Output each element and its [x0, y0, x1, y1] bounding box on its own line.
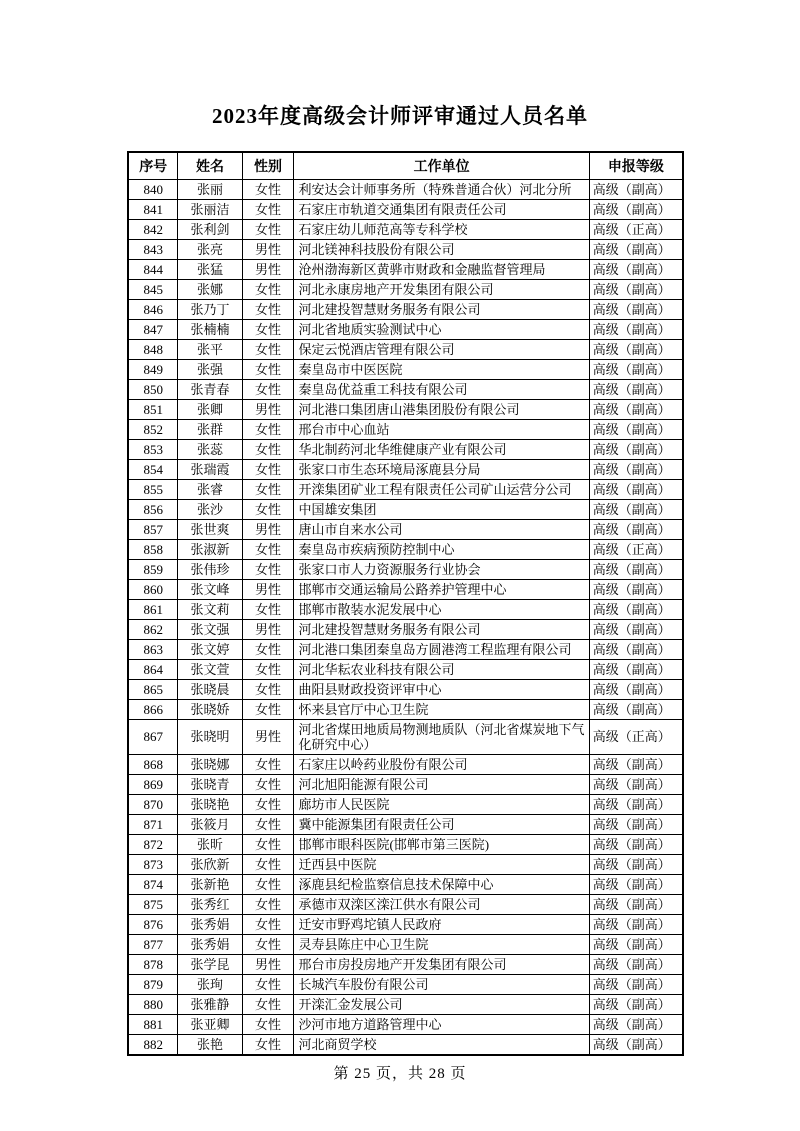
cell-unit: 唐山市自来水公司 [294, 520, 589, 540]
cell-unit: 怀来县官厅中心卫生院 [294, 700, 589, 720]
table-row [128, 440, 683, 460]
cell-name: 张晓明 [178, 720, 242, 755]
cell-name: 张昕 [178, 835, 242, 855]
cell-unit: 承德市双滦区滦江供水有限公司 [294, 895, 589, 915]
cell-serial: 870 [128, 795, 178, 815]
table-row [128, 620, 683, 640]
table-row [128, 220, 683, 240]
cell-unit: 河北建投智慧财务服务有限公司 [294, 300, 589, 320]
cell-gender: 男性 [242, 620, 294, 640]
cell-grade: 高级（副高） [589, 380, 683, 400]
cell-serial: 881 [128, 1015, 178, 1035]
cell-serial: 860 [128, 580, 178, 600]
cell-serial: 869 [128, 775, 178, 795]
cell-gender: 女性 [242, 895, 294, 915]
cell-gender: 女性 [242, 600, 294, 620]
cell-grade: 高级（副高） [589, 835, 683, 855]
cell-gender: 女性 [242, 640, 294, 660]
table-row [128, 915, 683, 935]
cell-grade: 高级（副高） [589, 460, 683, 480]
table-row [128, 795, 683, 815]
cell-gender: 男性 [242, 240, 294, 260]
cell-serial: 882 [128, 1035, 178, 1056]
cell-name: 张文强 [178, 620, 242, 640]
cell-unit: 河北省煤田地质局物测地质队（河北省煤炭地下气化研究中心） [294, 720, 589, 755]
cell-gender: 女性 [242, 320, 294, 340]
cell-name: 张丽洁 [178, 200, 242, 220]
cell-unit: 河北华耘农业科技有限公司 [294, 660, 589, 680]
cell-gender: 女性 [242, 815, 294, 835]
table-row [128, 520, 683, 540]
table-row [128, 280, 683, 300]
table-row [128, 500, 683, 520]
table-row [128, 340, 683, 360]
cell-grade: 高级（副高） [589, 580, 683, 600]
table-row [128, 580, 683, 600]
cell-gender: 女性 [242, 300, 294, 320]
cell-unit: 长城汽车股份有限公司 [294, 975, 589, 995]
table-row [128, 815, 683, 835]
table-row [128, 1015, 683, 1035]
cell-grade: 高级（副高） [589, 995, 683, 1015]
cell-unit: 迁安市野鸡坨镇人民政府 [294, 915, 589, 935]
cell-serial: 846 [128, 300, 178, 320]
cell-gender: 男性 [242, 400, 294, 420]
cell-unit: 沙河市地方道路管理中心 [294, 1015, 589, 1035]
cell-name: 张晓娇 [178, 700, 242, 720]
cell-gender: 女性 [242, 440, 294, 460]
cell-gender: 女性 [242, 915, 294, 935]
cell-name: 张青春 [178, 380, 242, 400]
cell-grade: 高级（副高） [589, 955, 683, 975]
cell-gender: 女性 [242, 1015, 294, 1035]
cell-grade: 高级（正高） [589, 220, 683, 240]
cell-grade: 高级（副高） [589, 440, 683, 460]
table-row [128, 895, 683, 915]
cell-unit: 邯郸市交通运输局公路养护管理中心 [294, 580, 589, 600]
cell-grade: 高级（副高） [589, 620, 683, 640]
cell-name: 张秀娟 [178, 935, 242, 955]
cell-unit: 河北省地质实验测试中心 [294, 320, 589, 340]
cell-unit: 河北港口集团秦皇岛方圆港湾工程监理有限公司 [294, 640, 589, 660]
cell-name: 张乃丁 [178, 300, 242, 320]
cell-grade: 高级（副高） [589, 775, 683, 795]
cell-unit: 沧州渤海新区黄骅市财政和金融监督管理局 [294, 260, 589, 280]
cell-serial: 878 [128, 955, 178, 975]
cell-unit: 张家口市人力资源服务行业协会 [294, 560, 589, 580]
cell-unit: 河北建投智慧财务服务有限公司 [294, 620, 589, 640]
personnel-table [127, 151, 684, 1056]
cell-name: 张晓艳 [178, 795, 242, 815]
cell-serial: 840 [128, 180, 178, 200]
cell-unit: 河北镁神科技股份有限公司 [294, 240, 589, 260]
table-row [128, 660, 683, 680]
cell-gender: 女性 [242, 540, 294, 560]
cell-grade: 高级（副高） [589, 600, 683, 620]
table-row [128, 835, 683, 855]
table-row [128, 360, 683, 380]
table-row [128, 975, 683, 995]
cell-name: 张强 [178, 360, 242, 380]
cell-unit: 河北旭阳能源有限公司 [294, 775, 589, 795]
table-row [128, 720, 683, 755]
cell-gender: 女性 [242, 755, 294, 775]
table-row [128, 875, 683, 895]
cell-serial: 841 [128, 200, 178, 220]
cell-unit: 秦皇岛市中医医院 [294, 360, 589, 380]
cell-grade: 高级（副高） [589, 340, 683, 360]
cell-grade: 高级（副高） [589, 680, 683, 700]
cell-name: 张瑞霞 [178, 460, 242, 480]
cell-serial: 848 [128, 340, 178, 360]
cell-unit: 张家口市生态环境局涿鹿县分局 [294, 460, 589, 480]
cell-grade: 高级（正高） [589, 720, 683, 755]
cell-unit: 秦皇岛优益重工科技有限公司 [294, 380, 589, 400]
cell-grade: 高级（副高） [589, 280, 683, 300]
cell-unit: 灵寿县陈庄中心卫生院 [294, 935, 589, 955]
cell-gender: 女性 [242, 855, 294, 875]
table-row [128, 380, 683, 400]
cell-unit: 河北永康房地产开发集团有限公司 [294, 280, 589, 300]
cell-unit: 邯郸市眼科医院(邯郸市第三医院) [294, 835, 589, 855]
table-row [128, 1035, 683, 1056]
cell-gender: 女性 [242, 420, 294, 440]
table-row [128, 995, 683, 1015]
cell-unit: 迁西县中医院 [294, 855, 589, 875]
cell-serial: 861 [128, 600, 178, 620]
cell-name: 张珣 [178, 975, 242, 995]
cell-name: 张蕊 [178, 440, 242, 460]
cell-name: 张丽 [178, 180, 242, 200]
cell-unit: 河北港口集团唐山港集团股份有限公司 [294, 400, 589, 420]
cell-gender: 女性 [242, 460, 294, 480]
cell-unit: 石家庄以岭药业股份有限公司 [294, 755, 589, 775]
cell-name: 张筱月 [178, 815, 242, 835]
table-row [128, 420, 683, 440]
cell-unit: 华北制药河北华维健康产业有限公司 [294, 440, 589, 460]
cell-gender: 女性 [242, 340, 294, 360]
cell-serial: 845 [128, 280, 178, 300]
cell-grade: 高级（副高） [589, 975, 683, 995]
cell-gender: 女性 [242, 380, 294, 400]
table-row [128, 260, 683, 280]
cell-gender: 女性 [242, 835, 294, 855]
cell-gender: 男性 [242, 955, 294, 975]
cell-unit: 邢台市房投房地产开发集团有限公司 [294, 955, 589, 975]
cell-serial: 874 [128, 875, 178, 895]
cell-grade: 高级（副高） [589, 320, 683, 340]
cell-gender: 男性 [242, 580, 294, 600]
cell-serial: 868 [128, 755, 178, 775]
cell-name: 张文萱 [178, 660, 242, 680]
cell-serial: 855 [128, 480, 178, 500]
table-row [128, 200, 683, 220]
cell-unit: 邯郸市散装水泥发展中心 [294, 600, 589, 620]
cell-name: 张卿 [178, 400, 242, 420]
cell-name: 张新艳 [178, 875, 242, 895]
cell-grade: 高级（副高） [589, 875, 683, 895]
table-row [128, 775, 683, 795]
cell-serial: 867 [128, 720, 178, 755]
cell-serial: 857 [128, 520, 178, 540]
cell-name: 张文婷 [178, 640, 242, 660]
cell-name: 张文莉 [178, 600, 242, 620]
cell-unit: 开滦汇金发展公司 [294, 995, 589, 1015]
cell-serial: 852 [128, 420, 178, 440]
cell-name: 张娜 [178, 280, 242, 300]
cell-serial: 851 [128, 400, 178, 420]
cell-name: 张雅静 [178, 995, 242, 1015]
cell-grade: 高级（正高） [589, 540, 683, 560]
table-row [128, 320, 683, 340]
table-row [128, 935, 683, 955]
cell-grade: 高级（副高） [589, 855, 683, 875]
cell-gender: 女性 [242, 700, 294, 720]
cell-gender: 女性 [242, 775, 294, 795]
page-number: 第 25 页，共 28 页 [333, 1066, 467, 1082]
cell-name: 张淑新 [178, 540, 242, 560]
cell-serial: 873 [128, 855, 178, 875]
cell-name: 张平 [178, 340, 242, 360]
cell-gender: 女性 [242, 1035, 294, 1056]
cell-unit: 曲阳县财政投资评审中心 [294, 680, 589, 700]
cell-serial: 880 [128, 995, 178, 1015]
header-grade: 申报等级 [589, 152, 683, 180]
header-name: 姓名 [178, 152, 242, 180]
cell-serial: 862 [128, 620, 178, 640]
cell-grade: 高级（副高） [589, 915, 683, 935]
header-serial: 序号 [128, 152, 178, 180]
table-header-row [128, 152, 683, 180]
cell-serial: 858 [128, 540, 178, 560]
cell-gender: 女性 [242, 660, 294, 680]
cell-name: 张伟珍 [178, 560, 242, 580]
cell-unit: 石家庄市轨道交通集团有限责任公司 [294, 200, 589, 220]
cell-serial: 877 [128, 935, 178, 955]
cell-gender: 女性 [242, 995, 294, 1015]
table-row [128, 180, 683, 200]
page-title: 2023年度高级会计师评审通过人员名单 [212, 104, 588, 128]
cell-serial: 864 [128, 660, 178, 680]
cell-gender: 男性 [242, 720, 294, 755]
cell-gender: 女性 [242, 680, 294, 700]
cell-name: 张秀红 [178, 895, 242, 915]
cell-serial: 850 [128, 380, 178, 400]
cell-serial: 879 [128, 975, 178, 995]
table-row [128, 755, 683, 775]
cell-gender: 女性 [242, 560, 294, 580]
cell-serial: 859 [128, 560, 178, 580]
cell-name: 张文峰 [178, 580, 242, 600]
cell-grade: 高级（副高） [589, 520, 683, 540]
cell-serial: 847 [128, 320, 178, 340]
cell-name: 张世爽 [178, 520, 242, 540]
table-row [128, 480, 683, 500]
cell-unit: 河北商贸学校 [294, 1035, 589, 1056]
cell-name: 张睿 [178, 480, 242, 500]
cell-unit: 保定云悦酒店管理有限公司 [294, 340, 589, 360]
cell-grade: 高级（副高） [589, 200, 683, 220]
cell-grade: 高级（副高） [589, 360, 683, 380]
header-gender: 性别 [242, 152, 294, 180]
cell-grade: 高级（副高） [589, 480, 683, 500]
cell-gender: 男性 [242, 520, 294, 540]
table-row [128, 240, 683, 260]
cell-serial: 872 [128, 835, 178, 855]
cell-unit: 石家庄幼儿师范高等专科学校 [294, 220, 589, 240]
cell-grade: 高级（副高） [589, 660, 683, 680]
cell-grade: 高级（副高） [589, 640, 683, 660]
cell-grade: 高级（副高） [589, 560, 683, 580]
cell-name: 张亚卿 [178, 1015, 242, 1035]
cell-serial: 854 [128, 460, 178, 480]
cell-name: 张晓晨 [178, 680, 242, 700]
cell-serial: 865 [128, 680, 178, 700]
table-row [128, 955, 683, 975]
cell-gender: 女性 [242, 500, 294, 520]
cell-serial: 866 [128, 700, 178, 720]
cell-grade: 高级（副高） [589, 895, 683, 915]
cell-grade: 高级（副高） [589, 795, 683, 815]
cell-serial: 871 [128, 815, 178, 835]
table-row [128, 855, 683, 875]
cell-grade: 高级（副高） [589, 260, 683, 280]
cell-gender: 女性 [242, 480, 294, 500]
cell-unit: 中国雄安集团 [294, 500, 589, 520]
cell-gender: 女性 [242, 975, 294, 995]
cell-name: 张欣新 [178, 855, 242, 875]
table-row [128, 560, 683, 580]
cell-name: 张亮 [178, 240, 242, 260]
cell-grade: 高级（副高） [589, 300, 683, 320]
table-body [128, 180, 683, 1056]
cell-gender: 女性 [242, 180, 294, 200]
cell-grade: 高级（副高） [589, 1015, 683, 1035]
cell-unit: 开滦集团矿业工程有限责任公司矿山运营分公司 [294, 480, 589, 500]
table-row [128, 640, 683, 660]
cell-unit: 秦皇岛市疾病预防控制中心 [294, 540, 589, 560]
cell-grade: 高级（副高） [589, 400, 683, 420]
header-unit: 工作单位 [294, 152, 589, 180]
cell-grade: 高级（副高） [589, 700, 683, 720]
table-row [128, 540, 683, 560]
table-row [128, 600, 683, 620]
cell-serial: 863 [128, 640, 178, 660]
cell-name: 张沙 [178, 500, 242, 520]
cell-gender: 女性 [242, 220, 294, 240]
cell-unit: 邢台市中心血站 [294, 420, 589, 440]
cell-name: 张利剑 [178, 220, 242, 240]
cell-name: 张楠楠 [178, 320, 242, 340]
cell-gender: 女性 [242, 935, 294, 955]
cell-gender: 女性 [242, 875, 294, 895]
cell-grade: 高级（副高） [589, 755, 683, 775]
cell-grade: 高级（副高） [589, 180, 683, 200]
table-row [128, 300, 683, 320]
cell-serial: 842 [128, 220, 178, 240]
table-row [128, 460, 683, 480]
cell-serial: 843 [128, 240, 178, 260]
cell-name: 张晓青 [178, 775, 242, 795]
cell-gender: 女性 [242, 795, 294, 815]
cell-name: 张猛 [178, 260, 242, 280]
cell-grade: 高级（副高） [589, 1035, 683, 1056]
cell-name: 张学昆 [178, 955, 242, 975]
cell-unit: 冀中能源集团有限责任公司 [294, 815, 589, 835]
cell-unit: 利安达会计师事务所（特殊普通合伙）河北分所 [294, 180, 589, 200]
cell-grade: 高级（副高） [589, 500, 683, 520]
cell-unit: 涿鹿县纪检监察信息技术保障中心 [294, 875, 589, 895]
cell-name: 张秀娟 [178, 915, 242, 935]
cell-gender: 女性 [242, 200, 294, 220]
table-row [128, 680, 683, 700]
cell-grade: 高级（副高） [589, 240, 683, 260]
cell-gender: 女性 [242, 280, 294, 300]
cell-grade: 高级（副高） [589, 420, 683, 440]
cell-grade: 高级（副高） [589, 935, 683, 955]
cell-name: 张群 [178, 420, 242, 440]
cell-name: 张艳 [178, 1035, 242, 1056]
cell-gender: 女性 [242, 360, 294, 380]
cell-serial: 876 [128, 915, 178, 935]
cell-grade: 高级（副高） [589, 815, 683, 835]
cell-gender: 男性 [242, 260, 294, 280]
cell-name: 张晓娜 [178, 755, 242, 775]
cell-serial: 844 [128, 260, 178, 280]
cell-serial: 875 [128, 895, 178, 915]
cell-serial: 849 [128, 360, 178, 380]
cell-serial: 856 [128, 500, 178, 520]
cell-serial: 853 [128, 440, 178, 460]
table-row [128, 400, 683, 420]
cell-unit: 廊坊市人民医院 [294, 795, 589, 815]
table-row [128, 700, 683, 720]
